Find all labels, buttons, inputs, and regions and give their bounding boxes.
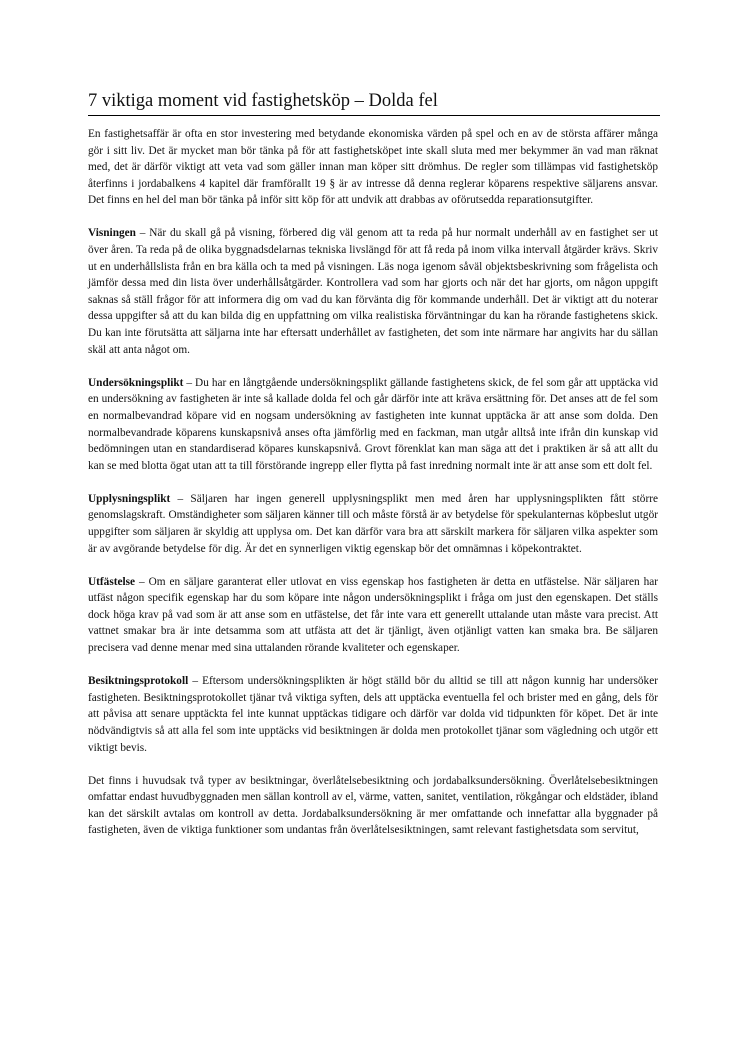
section-text: – Du har en långtgående undersökningsplikt gällande fastighetens skick, de fel som går att upptäcka vid en undersökning av fastigheten är inte så kallade dolda fel och går därför inte att kräva ersättning för. Det anses att de fel som en normalbevandrad köpare vid en nogsam undersökning av fastigheten inte kunnat upptäcka är att anse som dolda. Den normalbevandrade köparens kunskapsnivå anses ofta jämförlig med en fackman, man utgår alltså inte ifrån din kunskap vid bedömningen utan en standardiserad köpares kunskapsnivå. Grovt förenklat kan man säga att det i praktiken är så att allt du kan se med blotta ögat utan att ta till förstörande ingrepp eller flytta på fast inredning normalt inte är att anse som ett dolt fel.: [88, 376, 658, 472]
section-text: – Om en säljare garanterat eller utlovat en viss egenskap hos fastigheten är detta en utfästelse. När säljaren har utfäst någon specifik egenskap har du som köpare inte någon undersökningsplikt i fråga om just den egenskapen. Det ställs dock höga krav på vad som är att anse som en utfästelse, det får inte vara ett generellt uttalande utan måste vara precist. Att vattnet smakar bra är inte detsamma som att utfästa att det är tjänligt, även otjänligt vatten kan smaka bra. Be säljaren precisera vad denne menar med sina uttalanden rörande kvaliteter och egenskaper.: [88, 575, 658, 655]
section-heading: Besiktningsprotokoll: [88, 675, 189, 688]
section-visningen: [88, 225, 658, 358]
intro-paragraph: En fastighetsaffär är ofta en stor investering med betydande ekonomiska värden på spel och en av de största affärer många gör i sitt liv. Det är mycket man bör tänka på för att fastighetsköpet inte skall sluta med mer bekymmer än vad man räknat med, det är därför viktigt att veta vad som gäller innan man köper sitt drömhus. De regler som tillämpas vid fastighetsköp återfinns i jordabalkens 4 kapitel där framförallt 19 § är av intresse då denna reglerar köparens respektive säljarens ansvar. Det finns en hel del man bör tänka på inför sitt köp för att undvik att drabbas av oförutsedda reparationsutgifter.: [88, 128, 658, 207]
section-heading: Utfästelse: [88, 575, 136, 588]
section-heading: Undersökningsplikt: [88, 376, 184, 389]
section-text: – Eftersom undersökningsplikten är högt ställd bör du alltid se till att någon kunnig har undersöker fastigheten. Besiktningsprotokollet tjänar två viktiga syften, dels att upptäcka eventuella fel och brister med en gång, dels för att påvisa att senare upptäckta fel inte kunnat upptäckas tidigare och därför var dolda vid tidpunkten för köpet. Det är inte nödvändigtvis så att alla fel som inte upptäcks vid besiktningen är dolda men protokollet tjänar som vägledning och utgör ett viktigt bevis.: [88, 675, 658, 754]
document-body: [88, 126, 658, 855]
section-heading: Upplysningsplikt: [88, 492, 171, 505]
section-heading: Visningen: [88, 227, 136, 240]
section-besiktningsprotokoll: [88, 673, 658, 756]
section-text: – När du skall gå på visning, förbered dig väl genom att ta reda på hur normalt underhåll av en fastighet ser ut över åren. Ta reda på de olika byggnadsdelarnas tekniska livslängd för att få reda på inom vilka intervall åtgärder krävs. Skriv ut en underhållslista från en bra källa och ta med på visningen. Läs noga igenom såväl objektsbeskrivning som frågelista och jämför dessa med din lista över underhållsåtgärder. Kontrollera vad som har gjorts och när det har gjorts, om någon uppgift saknas så ställ frågor för att informera dig om vad du kan förvänta dig för kommande underhåll. Det är viktigt att du noterar dessa uppgifter så att du kan bilda dig en uppfattning om vilka realistiska förväntningar du kan ha rörande fastighetens skick. Du kan inte förutsätta att säljarna inte har eftersatt underhållet av fastigheten, det som inte närmare har angivits har du sällan skäl att anta något om.: [88, 227, 658, 356]
section-text: – Säljaren har ingen generell upplysningsplikt men med åren har upplysningsplikten fått större genomslagskraft. Omständigheter som säljaren känner till och måste förstå är av betydelse för spekulanternas köpbeslut utgör uppgifter som säljaren är skyldig att upplysa om. Det kan därför vara bra att särskilt markera för säljaren vilka aspekter som är av avgörande betydelse för dig. Är det en synnerligen viktig egenskap bör det omnämnas i köpekontraktet.: [88, 492, 658, 555]
closing-paragraph: Det finns i huvudsak två typer av besiktningar, överlåtelsebesiktning och jordabalksundersökning. Överlåtelsebesiktningen omfattar endast huvudbyggnaden men sällan kontroll av el, värme, vatten, sanitet, ventilation, rökgångar och eldstäder, ibland kan det särskilt avtalas om kontroll av detta. Jordabalksundersökning är mer omfattande och innefattar alla byggnader på fastigheten, även de viktiga funktioner som undantas från överlåtelsesiktningen, samt relevant fastighetsdata som servitut,: [88, 774, 658, 837]
section-undersokningsplikt: [88, 375, 658, 475]
page-title: 7 viktiga moment vid fastighetsköp – Dolda fel: [88, 88, 660, 116]
section-utfastelse: [88, 574, 658, 657]
section-upplysningsplikt: [88, 491, 658, 557]
